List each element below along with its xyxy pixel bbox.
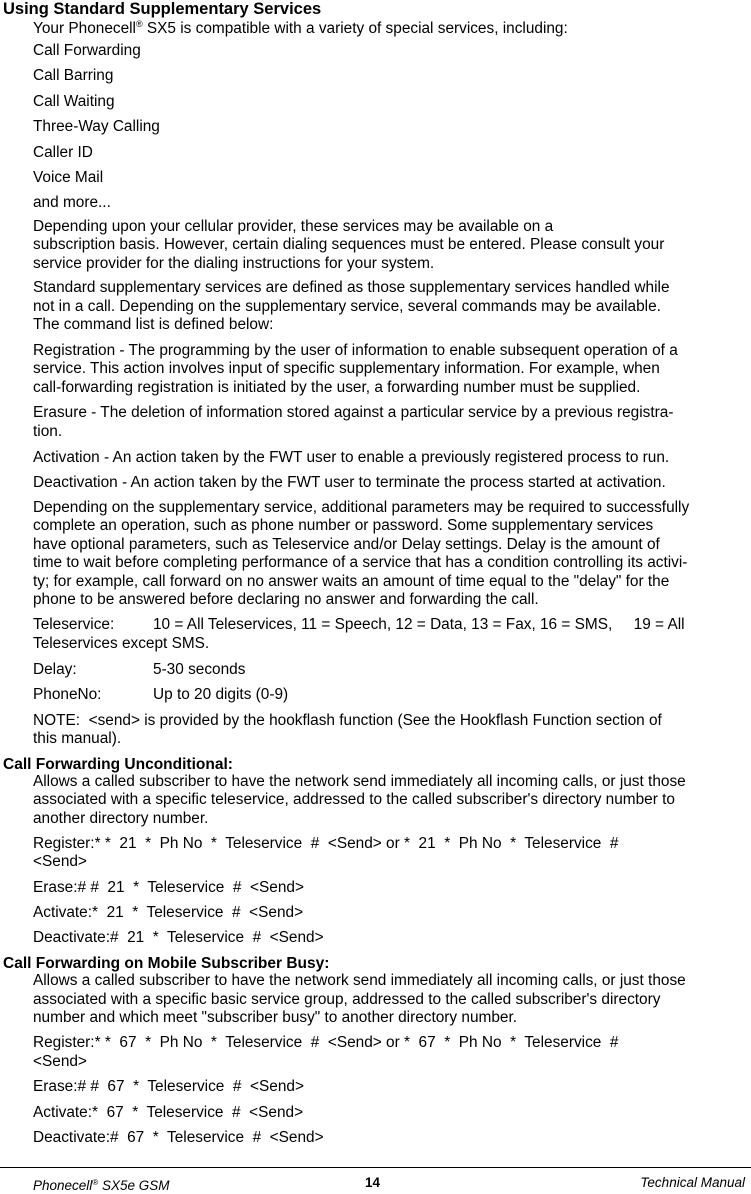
- erasure-line: Erasure - The deletion of information stored against a particular service by a previous registra-: [33, 404, 674, 421]
- cfb-register: Register:* * 67 * Ph No * Teleservice # <Send> or * 67 * Ph No * Teleservice #: [33, 1034, 619, 1051]
- section-heading: Using Standard Supplementary Services: [3, 0, 322, 18]
- cfu-desc-line: associated with a specific teleservice, addressed to the called subscriber's directory number to: [33, 791, 675, 808]
- service-item: Call Barring: [33, 67, 114, 84]
- registration-line: call-forwarding registration is initiated by the user, a forwarding number must be supplied.: [33, 379, 641, 396]
- footer-divider: [0, 1167, 751, 1168]
- paragraph-line: not in a call. Depending on the supplementary service, several commands may be available.: [33, 298, 661, 315]
- paragraph-line: time to wait before completing performance of a service that has a condition controlling its activi-: [33, 554, 688, 571]
- paragraph-line: have optional parameters, such as Teleservice and/or Delay settings. Delay is the amount of: [33, 536, 660, 553]
- cfb-activate: Activate:* 67 * Teleservice # <Send>: [33, 1104, 304, 1121]
- deactivation-line: Deactivation - An action taken by the FWT user to terminate the process started at activation.: [33, 474, 666, 491]
- registered-mark: ®: [135, 19, 143, 29]
- footer-manual-title: Technical Manual: [640, 1175, 745, 1190]
- paragraph-line: service provider for the dialing instructions for your system.: [33, 255, 435, 272]
- teleservice-param: [33, 616, 685, 634]
- paragraph-line: Depending on the supplementary service, additional parameters may be required to successfully: [33, 499, 690, 516]
- intro-suffix: SX5 is compatible with a variety of special services, including:: [142, 20, 568, 37]
- paragraph-line: complete an operation, such as phone number or password. Some supplementary services: [33, 517, 654, 534]
- cfb-heading: Call Forwarding on Mobile Subscriber Busy:: [3, 955, 330, 972]
- activation-line: Activation - An action taken by the FWT user to enable a previously registered process to run.: [33, 449, 670, 466]
- teleservice-param-cont: Teleservices except SMS.: [33, 635, 210, 652]
- cfu-register-cont: <Send>: [33, 853, 87, 870]
- intro-line: [33, 15, 568, 38]
- paragraph-line: The command list is defined below:: [33, 316, 274, 333]
- cfb-deactivate: Deactivate:# 67 * Teleservice # <Send>: [33, 1129, 324, 1146]
- footer-product: [33, 1175, 169, 1194]
- param-label: Teleservice:: [33, 616, 115, 633]
- footer-product-name: Phonecell: [33, 1178, 93, 1193]
- registration-line: Registration - The programming by the user of information to enable subsequent operation of a: [33, 342, 678, 359]
- cfu-deactivate: Deactivate:# 21 * Teleservice # <Send>: [33, 929, 324, 946]
- param-value: 10 = All Teleservices, 11 = Speech, 12 = Data, 13 = Fax, 16 = SMS, 19 = All: [153, 616, 685, 633]
- service-item: and more...: [33, 194, 111, 211]
- note-line: NOTE: <send> is provided by the hookflash function (See the Hookflash Function section of: [33, 712, 662, 729]
- cfu-register: Register:* * 21 * Ph No * Teleservice # <Send> or * 21 * Ph No * Teleservice #: [33, 835, 619, 852]
- service-item: Three-Way Calling: [33, 118, 160, 135]
- note-line: this manual).: [33, 730, 122, 747]
- cfb-desc-line: associated with a specific basic service group, addressed to the called subscriber's directory: [33, 991, 661, 1008]
- paragraph-line: ty; for example, call forward on no answer waits an amount of time equal to the "delay" for the: [33, 573, 670, 590]
- registration-line: service. This action involves input of specific supplementary information. For example, when: [33, 360, 660, 377]
- cfb-desc-line: number and which meet "subscriber busy" to another directory number.: [33, 1009, 518, 1026]
- service-item: Call Waiting: [33, 93, 115, 110]
- paragraph-line: subscription basis. However, certain dialing sequences must be entered. Please consult your: [33, 236, 665, 253]
- footer-registered-mark: ®: [92, 1178, 99, 1187]
- service-item: Voice Mail: [33, 169, 104, 186]
- param-value: Up to 20 digits (0-9): [153, 686, 289, 703]
- phoneno-param: [33, 686, 288, 704]
- intro-prefix: Your Phonecell: [33, 20, 136, 37]
- service-item: Caller ID: [33, 144, 93, 161]
- param-label: Delay:: [33, 661, 77, 678]
- param-value: 5-30 seconds: [153, 661, 246, 678]
- cfu-desc-line: Allows a called subscriber to have the network send immediately all incoming calls, or just those: [33, 773, 686, 790]
- page-number: 14: [365, 1175, 381, 1190]
- cfb-register-cont: <Send>: [33, 1053, 87, 1070]
- cfu-erase: Erase:# # 21 * Teleservice # <Send>: [33, 879, 304, 896]
- cfb-desc-line: Allows a called subscriber to have the network send immediately all incoming calls, or just those: [33, 972, 686, 989]
- cfu-heading: Call Forwarding Unconditional:: [3, 756, 233, 773]
- footer-model: SX5e GSM: [98, 1178, 170, 1193]
- cfu-desc-line: another directory number.: [33, 810, 209, 827]
- delay-param: [33, 661, 245, 679]
- param-label: PhoneNo:: [33, 686, 102, 703]
- paragraph-line: Depending upon your cellular provider, these services may be available on a: [33, 218, 554, 235]
- cfb-erase: Erase:# # 67 * Teleservice # <Send>: [33, 1078, 304, 1095]
- service-item: Call Forwarding: [33, 42, 141, 59]
- paragraph-line: Standard supplementary services are defined as those supplementary services handled while: [33, 279, 670, 296]
- erasure-line: tion.: [33, 423, 63, 440]
- paragraph-line: phone to be answered before declaring no answer and forwarding the call.: [33, 591, 539, 608]
- cfu-activate: Activate:* 21 * Teleservice # <Send>: [33, 904, 304, 921]
